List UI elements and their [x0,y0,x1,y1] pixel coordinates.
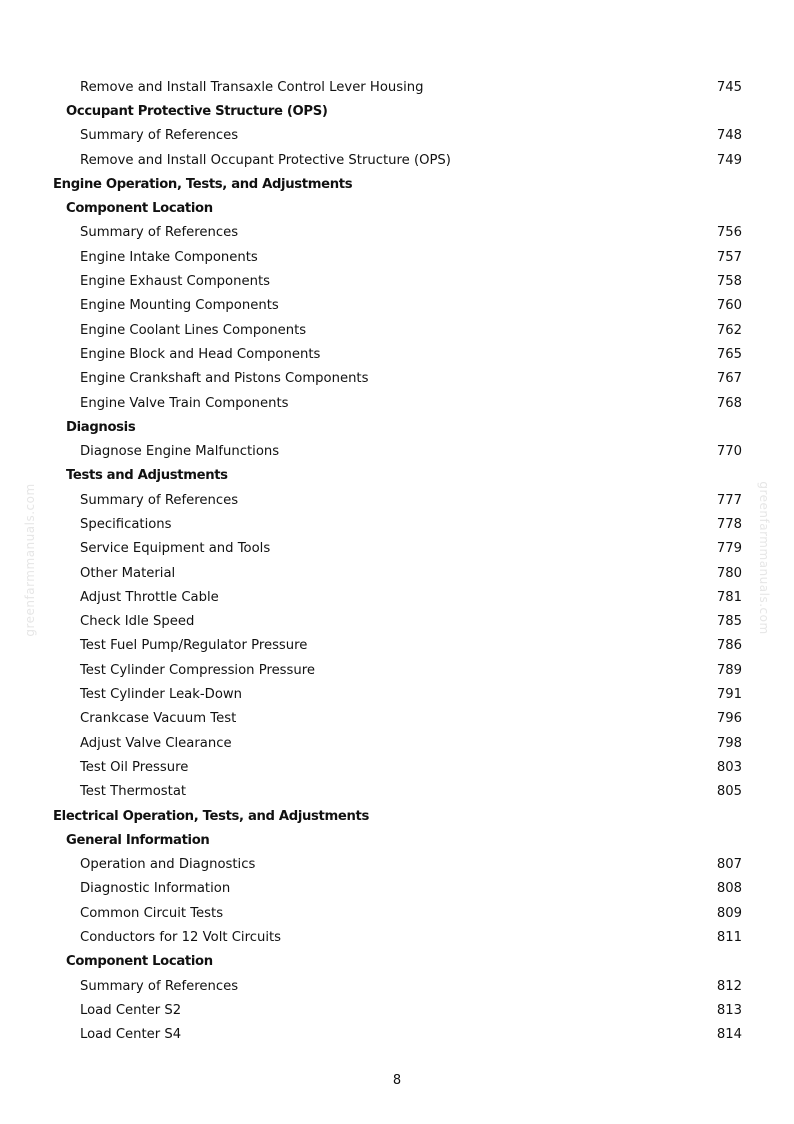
toc-entry-page: 803 [716,759,742,775]
toc-entry-title: Summary of References [80,978,239,994]
toc-entry [0,75,794,99]
toc-entry-page: 767 [716,371,742,387]
toc-entry-page: 780 [716,565,742,581]
toc-entry [0,488,794,512]
toc-entry-title: Engine Operation, Tests, and Adjustments [53,176,353,192]
toc-entry [0,318,794,342]
toc-entry-page: 748 [716,128,742,144]
toc-entry [0,974,794,998]
toc-entry-page: 758 [716,274,742,290]
toc-entry-title: Test Cylinder Compression Pressure [80,662,316,678]
toc-entry-title: Tests and Adjustments [66,468,228,484]
toc-entry [0,707,794,731]
toc-entry-title: Component Location [66,954,213,970]
toc-entry-title: Common Circuit Tests [80,905,224,921]
toc-entry-title: Engine Valve Train Components [80,395,289,411]
toc-subsection [0,415,794,439]
toc-entry-title: Engine Intake Components [80,249,258,265]
toc-entry-title: Service Equipment and Tools [80,541,271,557]
toc-entry [0,269,794,293]
toc-entry-title: Check Idle Speed [80,614,195,630]
toc-entry-title: Remove and Install Transaxle Control Lever Housing [80,79,424,95]
toc-entry-title: Other Material [80,565,176,581]
watermark-right: greenfarmmanuals.com [757,481,771,635]
toc-entry [0,682,794,706]
toc-entry [0,391,794,415]
toc-entry [0,561,794,585]
toc-entry-title: Engine Crankshaft and Pistons Components [80,371,369,387]
toc-entry [0,245,794,269]
toc-entry-title: Test Cylinder Leak-Down [80,687,243,703]
toc-entry [0,124,794,148]
toc-section [0,804,794,828]
toc-entry-title: Summary of References [80,128,239,144]
toc-entry-page: 781 [716,589,742,605]
toc-entry-title: Load Center S2 [80,1002,182,1018]
toc-entry-title: Engine Block and Head Components [80,346,321,362]
toc-entry-page: 745 [716,79,742,95]
toc-entry-page: 770 [716,444,742,460]
toc-entry-page: 807 [716,857,742,873]
toc-entry [0,853,794,877]
toc-entry-page: 762 [716,322,742,338]
toc-entry-title: Test Thermostat [80,784,187,800]
toc-entry-page: 808 [716,881,742,897]
toc-entry-title: Diagnostic Information [80,881,231,897]
toc-entry-page: 765 [716,346,742,362]
toc-entry-page: 814 [716,1027,742,1043]
toc-entry [0,221,794,245]
toc-entry-title: Diagnosis [66,419,136,435]
toc-entry-title: Summary of References [80,225,239,241]
toc-entry [0,294,794,318]
toc-entry-title: Engine Coolant Lines Components [80,322,307,338]
toc-entry-page: 791 [716,687,742,703]
toc-entry-title: Specifications [80,516,172,532]
toc-entry [0,1023,794,1047]
toc-entry [0,998,794,1022]
toc-entry [0,585,794,609]
toc-entry-title: Adjust Throttle Cable [80,589,219,605]
toc-entry [0,925,794,949]
toc-entry-title: Occupant Protective Structure (OPS) [66,103,328,119]
toc-entry [0,877,794,901]
toc-section [0,172,794,196]
page-number: 8 [392,1073,402,1088]
toc-entry-page: 779 [716,541,742,557]
toc-entry [0,439,794,463]
toc-entry-title: Summary of References [80,492,239,508]
toc-entry [0,780,794,804]
toc-entry-page: 796 [716,711,742,727]
toc-entry [0,537,794,561]
toc-entry-page: 760 [716,298,742,314]
toc-entry-title: Component Location [66,201,213,217]
toc-entry-title: Conductors for 12 Volt Circuits [80,930,282,946]
toc-subsection [0,196,794,220]
toc-subsection [0,464,794,488]
toc-entry [0,901,794,925]
toc-entry-title: Diagnose Engine Malfunctions [80,444,280,460]
table-of-contents [0,75,794,1047]
toc-entry [0,610,794,634]
toc-entry-title: Engine Mounting Components [80,298,279,314]
toc-entry-page: 789 [716,662,742,678]
toc-entry [0,342,794,366]
toc-subsection [0,950,794,974]
toc-entry-title: Engine Exhaust Components [80,274,270,290]
toc-subsection [0,99,794,123]
toc-entry-page: 778 [716,516,742,532]
toc-entry-page: 757 [716,249,742,265]
toc-entry [0,658,794,682]
toc-entry-page: 798 [716,735,742,751]
toc-entry-page: 813 [716,1002,742,1018]
toc-entry [0,634,794,658]
toc-entry-title: Crankcase Vacuum Test [80,711,237,727]
toc-entry-page: 756 [716,225,742,241]
toc-entry-page: 786 [716,638,742,654]
toc-entry-page: 809 [716,905,742,921]
toc-entry-title: Operation and Diagnostics [80,857,256,873]
toc-entry [0,148,794,172]
toc-entry-page: 805 [716,784,742,800]
watermark-left: greenfarmmanuals.com [23,483,37,637]
toc-entry-page: 812 [716,978,742,994]
toc-entry-title: Electrical Operation, Tests, and Adjustments [53,808,369,824]
toc-entry [0,512,794,536]
toc-entry [0,755,794,779]
toc-entry-title: Adjust Valve Clearance [80,735,232,751]
toc-entry-title: Load Center S4 [80,1027,182,1043]
toc-entry-title: Test Oil Pressure [80,759,189,775]
toc-entry-page: 749 [716,152,742,168]
toc-entry-page: 768 [716,395,742,411]
toc-entry-title: Test Fuel Pump/Regulator Pressure [80,638,308,654]
toc-entry-page: 785 [716,614,742,630]
toc-entry-title: Remove and Install Occupant Protective Structure (OPS) [80,152,451,168]
toc-subsection [0,828,794,852]
toc-entry [0,731,794,755]
toc-entry-page: 811 [716,930,742,946]
toc-entry-title: General Information [66,832,210,848]
toc-entry [0,367,794,391]
toc-entry-page: 777 [716,492,742,508]
